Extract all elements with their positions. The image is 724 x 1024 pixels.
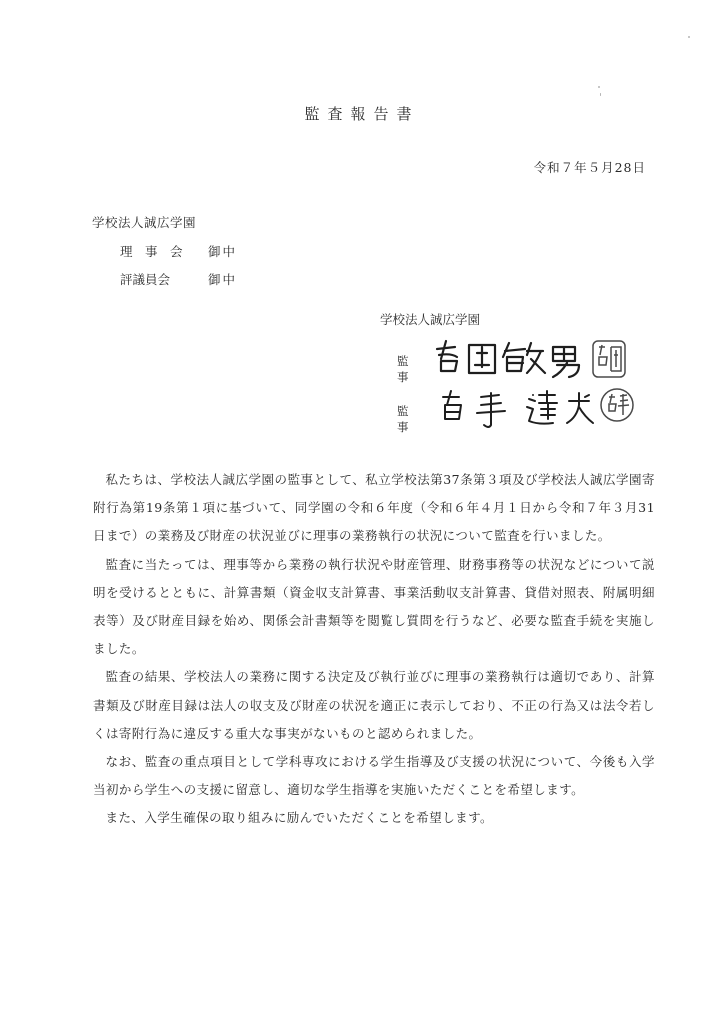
body-paragraph: 私たちは、学校法人誠広学園の監事として、私立学校法第37条第３項及び学校法人誠広学園寄附行為第19条第１項に基づいて、同学園の令和６年度（令和６年４月１日から令和７年３月31日まで）の業務及び財産の状況並びに理事の業務執行の状況について監査を行いました。	[93, 472, 655, 544]
body-paragraph: また、入学生確保の取り組みに励んでいただくことを希望します。	[105, 810, 494, 826]
addressee-board-of-directors	[120, 242, 237, 260]
body-paragraph: なお、監査の重点項目として学科専攻における学生指導及び支援の状況について、今後も入学当初から学生への支援に留意し、適切な学生指導を実施いただくことを希望します。	[93, 754, 655, 798]
scan-speck	[598, 86, 600, 88]
addressee-role: 評議員会	[120, 272, 171, 287]
report-body	[93, 466, 655, 833]
report-date: 令和７年５月28日	[533, 160, 646, 175]
addressee-board-of-councilors	[120, 270, 237, 288]
handwritten-signature	[429, 385, 639, 433]
body-paragraph: 監査の結果、学校法人の業務に関する決定及び執行並びに理事の業務執行は適切であり、計算書類及び財産目録は法人の収支及び財産の状況を適正に表示しており、不正の行為又は法令若しくは寄附行為に違反する重大な事実がないものと認められました。	[93, 669, 655, 741]
body-paragraph: 監査に当たっては、理事等から業務の執行状況や財産管理、財務事務等の状況などについて説明を受けるとともに、計算書類（資金収支計算書、事業活動収支計算書、貸借対照表、附属明細表等）及び財産目録を始め、関係会計書類等を閲覧し質問を行うなど、必要な監査手続を実施しました。	[93, 556, 655, 657]
addressee-honorific: 御中	[208, 244, 238, 259]
document-title: 監査報告書	[304, 105, 420, 123]
addressee-role: 理 事 会	[120, 244, 183, 259]
scan-speck	[688, 36, 690, 38]
auditor-label: 監事	[397, 354, 411, 384]
handwritten-signature	[429, 335, 629, 383]
addressee-honorific: 御中	[208, 272, 238, 287]
auditor-label: 監事	[397, 404, 411, 434]
addressee-organization: 学校法人誠広学園	[92, 215, 197, 230]
issuer-organization: 学校法人誠広学園	[380, 312, 481, 327]
scan-speck	[600, 93, 601, 96]
